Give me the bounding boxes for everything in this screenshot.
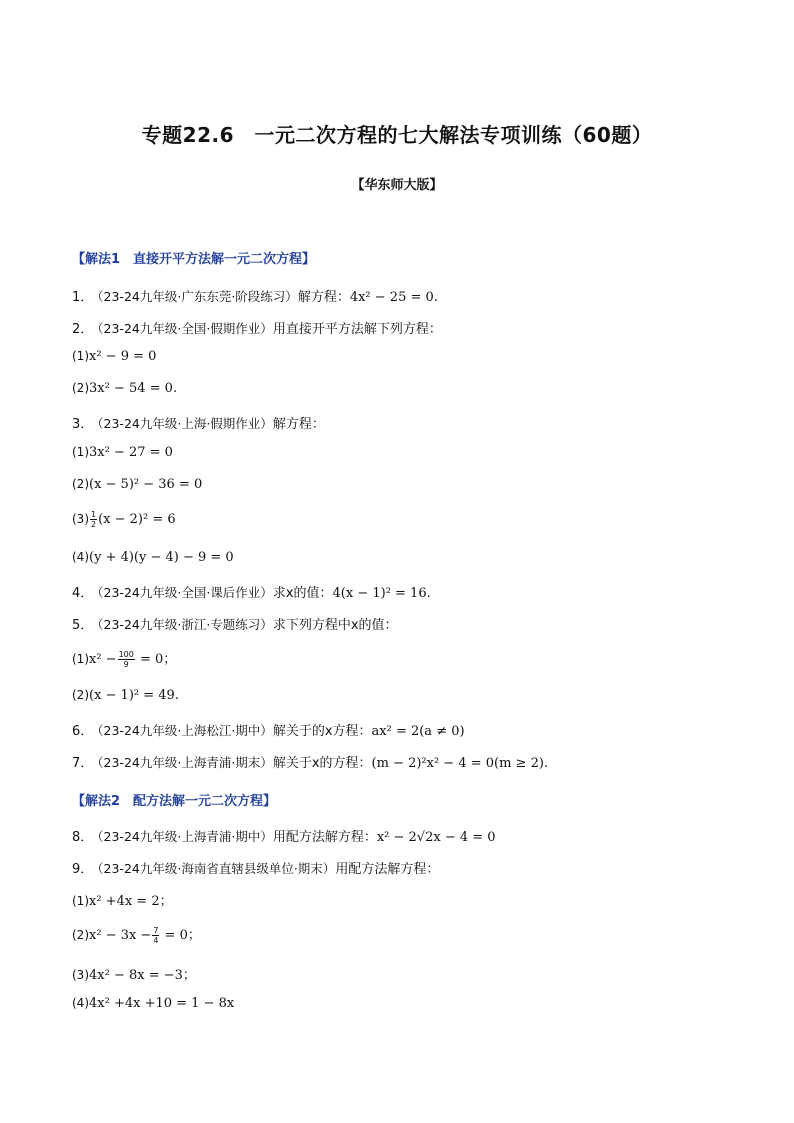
problem-3-part-4: (4)(y + 4)(y − 4) − 9 = 0	[72, 550, 234, 565]
problem-2-part-2: (2)3x² − 54 = 0.	[72, 381, 178, 396]
problem-4: 4． （23-24九年级·全国·课后作业）求x的值：4(x − 1)² = 16.	[72, 585, 431, 601]
section-heading-2: 【解法2 配方法解一元二次方程】	[72, 794, 277, 809]
problem-3-part-3: (3) $\frac{1}{2}$ (x − 2)² = 6	[72, 510, 176, 529]
problem-8: 8． （23-24九年级·上海青浦·期中）用配方法解方程：x² − 2√2x − 4 = 0	[72, 829, 496, 845]
problem-2-part-1: (1)x² − 9 = 0	[72, 349, 157, 364]
problem-9-part-3: (3)4x² − 8x = −3；	[72, 968, 196, 983]
problem-5-part-2: (2)(x − 1)² = 49.	[72, 688, 179, 703]
problem-3-part-1: (1)3x² − 27 = 0	[72, 445, 173, 460]
problem-9-part-1: (1)x² +4x = 2；	[72, 894, 173, 909]
problem-6: 6． （23-24九年级·上海松江·期中）解关于的x方程：ax² = 2(a ≠ 0)	[72, 723, 465, 739]
fraction: $\frac{1}{2}$	[91, 510, 97, 529]
problem-9-part-2: (2)x² − 3x − $\frac{7}{4}$ = 0；	[72, 926, 201, 945]
problem-1: 1． （23-24九年级·广东东莞·阶段练习）解方程：4x² − 25 = 0.	[72, 289, 438, 305]
problem-2: 2． （23-24九年级·全国·假期作业）用直接开平方法解下列方程：	[72, 321, 442, 337]
page-title: 专题22.6 一元二次方程的七大解法专项训练（60题）	[141, 123, 653, 147]
fraction: $\frac{7}{4}$	[153, 926, 159, 945]
edition-label: 【华东师大版】	[351, 178, 443, 193]
section-heading-1: 【解法1 直接开平方法解一元二次方程】	[72, 252, 316, 267]
problem-9: 9． （23-24九年级·海南省直辖县级单位·期末）用配方法解方程：	[72, 861, 440, 877]
problem-3: 3． （23-24九年级·上海·假期作业）解方程：	[72, 416, 325, 432]
problem-7: 7． （23-24九年级·上海青浦·期末）解关于x的方程：(m − 2)²x² − 4 = 0(m ≥ 2).	[72, 755, 549, 771]
problem-5: 5． （23-24九年级·浙江·专题练习）求下列方程中x的值：	[72, 617, 398, 633]
problem-5-part-1: (1)x² − $\frac{100}{9}$ = 0；	[72, 650, 177, 669]
problem-3-part-2: (2)(x − 5)² − 36 = 0	[72, 477, 203, 492]
fraction: $\frac{100}{9}$	[118, 650, 134, 669]
problem-9-part-4: (4)4x² +4x +10 = 1 − 8x	[72, 996, 235, 1011]
